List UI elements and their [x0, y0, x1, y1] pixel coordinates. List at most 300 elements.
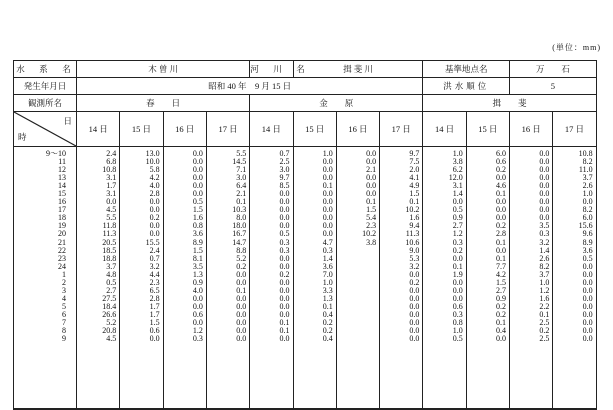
system-label: 水 系 名	[14, 61, 77, 78]
rain-value: 10.3	[232, 205, 247, 215]
rain-value: 1.3	[322, 293, 333, 303]
rain-value: 0.0	[192, 165, 203, 175]
rain-value: 0.0	[366, 173, 377, 183]
day-header: 16 日	[510, 112, 553, 147]
hour-label: 8	[62, 326, 66, 336]
rain-value: 13.0	[145, 149, 160, 158]
rain-value: 4.7	[322, 237, 333, 247]
rain-value: 2.5	[539, 334, 550, 344]
rain-value: 0.0	[539, 205, 550, 215]
base-point-label: 基準地点名	[423, 61, 510, 78]
rain-value: 0.0	[409, 269, 420, 279]
rain-value: 0.0	[279, 293, 290, 303]
rain-value: 0.0	[279, 213, 290, 223]
data-body-row	[14, 147, 597, 409]
rain-column	[466, 147, 509, 409]
rain-value: 3.1	[106, 173, 117, 183]
rain-value: 18.5	[102, 245, 117, 255]
rain-value: 0.0	[452, 293, 463, 303]
rain-value: 18.0	[232, 221, 247, 231]
rain-value: 4.6	[496, 181, 507, 191]
rain-value: 0.0	[322, 157, 333, 167]
hour-label: 7	[62, 317, 66, 327]
rain-value: 20.5	[102, 237, 117, 247]
rain-value: 5.3	[409, 253, 420, 263]
rain-value: 1.6	[192, 213, 203, 223]
header-row-3	[14, 95, 597, 112]
rain-value: 0.0	[279, 205, 290, 215]
rain-value: 1.5	[192, 245, 203, 255]
rain-value: 0.3	[452, 309, 463, 319]
rain-value: 0.0	[236, 277, 247, 287]
rain-value: 11.0	[578, 165, 593, 175]
rain-value: 0.0	[409, 309, 420, 319]
rain-value: 0.0	[236, 317, 247, 327]
rain-value: 0.3	[279, 245, 290, 255]
rain-value: 0.2	[236, 261, 247, 271]
rain-value: 2.6	[582, 181, 593, 191]
rain-value	[337, 279, 376, 287]
rain-value: 9.7	[409, 149, 420, 158]
day-header: 15 日	[466, 112, 509, 147]
rain-value: 8.2	[582, 157, 593, 167]
rain-value: 27.5	[102, 293, 117, 303]
rain-value: 0.0	[149, 229, 160, 239]
rain-value: 3.8	[366, 237, 377, 247]
rain-value: 0.7	[279, 149, 290, 158]
rain-value: 7.0	[322, 269, 333, 279]
rain-value: 0.0	[582, 261, 593, 271]
rain-value: 2.1	[366, 165, 377, 175]
base-point-value: 万 石	[510, 61, 597, 78]
hour-label: 14	[58, 181, 66, 191]
rain-value: 2.6	[539, 253, 550, 263]
rain-value: 5.2	[236, 253, 247, 263]
rain-value: 0.0	[192, 301, 203, 311]
rain-value: 0.2	[322, 326, 333, 336]
rain-value: 0.1	[366, 197, 377, 207]
rain-value: 1.0	[539, 277, 550, 287]
rain-value: 9.6	[582, 229, 593, 239]
hour-label: 6	[62, 309, 66, 319]
hour-label: 2	[62, 277, 66, 287]
rain-value: 3.5	[539, 221, 550, 231]
station-kasuga: 春 日	[77, 95, 250, 112]
rain-value: 0.2	[539, 326, 550, 336]
rain-column	[293, 147, 336, 409]
rain-value: 2.3	[366, 221, 377, 231]
header-row-1	[14, 61, 597, 78]
rain-value: 0.0	[409, 285, 420, 295]
rain-value: 4.1	[409, 173, 420, 183]
rain-value: 0.0	[322, 205, 333, 215]
rain-value: 0.0	[539, 189, 550, 199]
rain-value: 1.2	[192, 326, 203, 336]
rain-value: 0.0	[192, 293, 203, 303]
rain-value: 4.5	[106, 334, 117, 344]
rain-value: 18.8	[102, 253, 117, 263]
rain-value: 3.2	[149, 261, 160, 271]
rain-value: 0.0	[149, 197, 160, 207]
rain-value: 0.6	[452, 301, 463, 311]
rain-value: 4.9	[409, 181, 420, 191]
rain-value: 0.9	[496, 293, 507, 303]
rain-value: 1.0	[582, 189, 593, 199]
rain-value	[337, 271, 376, 279]
hour-label: 24	[58, 261, 66, 271]
rain-value: 8.9	[192, 237, 203, 247]
rain-value: 0.0	[409, 301, 420, 311]
day-axis-label: 日	[63, 116, 72, 126]
rain-value: 0.0	[279, 221, 290, 231]
rain-value: 0.0	[106, 197, 117, 207]
day-header: 17 日	[206, 112, 249, 147]
rain-value: 0.2	[279, 269, 290, 279]
rain-value: 0.0	[279, 285, 290, 295]
rain-value: 0.0	[279, 277, 290, 287]
rain-value: 0.0	[539, 181, 550, 191]
rain-value: 0.1	[409, 197, 420, 207]
rain-value: 4.8	[106, 269, 117, 279]
rain-value: 0.0	[279, 261, 290, 271]
rain-value: 8.1	[192, 253, 203, 263]
hour-label: 9	[62, 334, 66, 344]
rain-value: 3.6	[582, 245, 593, 255]
rain-value: 2.2	[539, 301, 550, 311]
rain-value: 0.9	[452, 213, 463, 223]
rain-value: 8.9	[582, 237, 593, 247]
rain-value: 0.0	[192, 181, 203, 191]
hour-label: 9〜10	[46, 149, 66, 158]
rain-value: 0.0	[452, 197, 463, 207]
rain-value: 0.0	[496, 205, 507, 215]
rain-value: 0.0	[322, 189, 333, 199]
rain-value: 5.5	[106, 213, 117, 223]
rain-column	[77, 147, 120, 409]
hour-label: 23	[58, 253, 66, 263]
rain-value: 0.1	[279, 317, 290, 327]
rain-value: 0.0	[236, 326, 247, 336]
rain-column	[163, 147, 206, 409]
rain-value: 0.0	[452, 277, 463, 287]
rain-value: 6.0	[496, 149, 507, 158]
rain-value: 0.0	[582, 301, 593, 311]
rain-value: 1.5	[409, 189, 420, 199]
rain-value: 0.1	[279, 326, 290, 336]
rain-value: 8.2	[582, 205, 593, 215]
rain-value: 0.5	[452, 334, 463, 344]
flood-rank-label: 洪水順位	[423, 78, 510, 95]
rain-value: 0.0	[236, 269, 247, 279]
rain-value: 1.0	[452, 149, 463, 158]
rain-value: 0.0	[496, 197, 507, 207]
rain-value: 0.6	[496, 157, 507, 167]
rain-value: 0.0	[322, 221, 333, 231]
rain-value: 11.3	[102, 229, 117, 239]
rain-value: 0.0	[192, 189, 203, 199]
rain-value: 2.8	[149, 293, 160, 303]
rain-value: 14.5	[232, 157, 247, 167]
rain-value: 0.0	[539, 197, 550, 207]
rain-value: 0.2	[409, 277, 420, 287]
rain-value: 1.5	[149, 317, 160, 327]
rain-value: 0.0	[279, 301, 290, 311]
rain-value: 10.8	[102, 165, 117, 175]
rain-value: 0.0	[582, 334, 593, 344]
rain-value: 10.2	[405, 205, 420, 215]
rain-value: 20.8	[102, 326, 117, 336]
rain-value: 10.0	[145, 157, 160, 167]
rain-value: 0.5	[106, 277, 117, 287]
hour-label: 22	[58, 245, 66, 255]
rain-value: 0.3	[539, 229, 550, 239]
rain-value: 0.0	[409, 317, 420, 327]
rain-value: 3.7	[539, 269, 550, 279]
rain-column	[206, 147, 249, 409]
rain-value: 2.8	[149, 189, 160, 199]
rain-value: 2.5	[539, 317, 550, 327]
hour-label: 16	[58, 197, 66, 207]
rain-value: 0.1	[236, 285, 247, 295]
rain-value: 0.0	[192, 149, 203, 158]
rain-value: 1.5	[192, 205, 203, 215]
rain-value: 0.3	[322, 245, 333, 255]
day-header: 15 日	[293, 112, 336, 147]
rain-value: 1.7	[149, 301, 160, 311]
rain-value: 0.7	[149, 253, 160, 263]
rain-column	[553, 147, 596, 409]
rain-value: 7.1	[236, 165, 247, 175]
rain-value: 1.7	[106, 181, 117, 191]
rain-value: 0.1	[496, 237, 507, 247]
rain-value	[337, 303, 376, 311]
rain-value: 0.0	[539, 149, 550, 158]
rain-value: 5.5	[236, 149, 247, 158]
rain-value: 0.9	[192, 277, 203, 287]
rain-value: 3.0	[279, 165, 290, 175]
rain-value: 0.0	[322, 197, 333, 207]
rain-column	[423, 147, 466, 409]
hour-column	[14, 147, 77, 409]
rain-value: 3.1	[452, 181, 463, 191]
rain-value: 4.2	[149, 173, 160, 183]
day-header: 14 日	[423, 112, 466, 147]
rain-value: 1.6	[539, 293, 550, 303]
rain-value: 0.0	[496, 334, 507, 344]
rain-value: 1.9	[452, 269, 463, 279]
rain-value: 0.0	[539, 213, 550, 223]
rain-value: 0.4	[496, 326, 507, 336]
rainfall-table	[13, 60, 597, 410]
hour-label: 11	[58, 157, 66, 167]
rain-value: 0.0	[322, 173, 333, 183]
rain-value: 4.5	[106, 205, 117, 215]
rain-value: 1.5	[496, 277, 507, 287]
rain-value	[337, 311, 376, 319]
rain-value	[337, 295, 376, 303]
rain-value	[337, 263, 376, 271]
rain-value	[337, 287, 376, 295]
rain-value: 0.3	[192, 334, 203, 344]
rain-value: 2.4	[149, 245, 160, 255]
rain-value: 1.5	[366, 205, 377, 215]
rain-value: 15.6	[578, 221, 593, 231]
rain-value: 10.2	[362, 229, 377, 239]
rain-value: 0.1	[539, 309, 550, 319]
rain-value: 0.1	[496, 317, 507, 327]
rain-value: 0.0	[279, 309, 290, 319]
rain-value: 0.5	[279, 229, 290, 239]
rain-value: 0.0	[279, 189, 290, 199]
rain-value: 0.2	[149, 213, 160, 223]
rain-value: 6.0	[582, 213, 593, 223]
rain-value: 2.1	[236, 189, 247, 199]
rain-value: 1.2	[452, 229, 463, 239]
rain-value: 3.0	[236, 173, 247, 183]
rain-value: 0.2	[452, 245, 463, 255]
rain-value: 3.2	[539, 237, 550, 247]
rain-value: 0.0	[582, 197, 593, 207]
system-value: 木 曽 川	[77, 61, 250, 78]
rain-value: 0.1	[322, 301, 333, 311]
rain-value	[337, 255, 376, 263]
rain-value: 0.2	[496, 301, 507, 311]
rain-value: 0.6	[192, 309, 203, 319]
hour-label: 17	[58, 205, 66, 215]
rain-value: 11.3	[405, 229, 420, 239]
rain-value: 0.0	[279, 334, 290, 344]
rain-value: 5.4	[366, 213, 377, 223]
rain-value: 8.0	[236, 213, 247, 223]
rain-value: 0.0	[322, 213, 333, 223]
day-header: 16 日	[163, 112, 206, 147]
rain-column	[510, 147, 553, 409]
rain-value: 6.8	[106, 157, 117, 167]
rain-value: 1.0	[322, 149, 333, 158]
rain-value: 18.4	[102, 301, 117, 311]
rain-value: 16.7	[232, 229, 247, 239]
rain-value: 10.8	[578, 149, 593, 158]
day-header: 16 日	[336, 112, 379, 147]
rain-value: 0.8	[192, 221, 203, 231]
rain-value	[337, 327, 376, 335]
unit-label: (単位：mm)	[552, 43, 601, 52]
rain-value: 0.0	[192, 157, 203, 167]
rain-value: 2.8	[496, 229, 507, 239]
rain-value: 1.0	[452, 326, 463, 336]
rain-value: 0.2	[496, 221, 507, 231]
rain-value: 0.4	[322, 334, 333, 344]
rain-value: 0.0	[192, 173, 203, 183]
rain-value: 12.0	[448, 173, 463, 183]
hour-label: 12	[58, 165, 66, 175]
rain-value: 8.5	[279, 181, 290, 191]
day-hour-corner	[14, 112, 77, 147]
hour-label: 15	[58, 189, 66, 199]
rain-value: 9.4	[409, 221, 420, 231]
rain-value: 1.4	[539, 245, 550, 255]
hour-label: 3	[62, 285, 66, 295]
rain-value: 0.0	[452, 285, 463, 295]
date-value: 昭和 40 年 9 月 15 日	[77, 78, 423, 95]
rain-value: 0.2	[322, 317, 333, 327]
rain-value	[337, 335, 376, 343]
rain-value: 0.1	[496, 253, 507, 263]
rain-value: 0.4	[322, 309, 333, 319]
rain-value: 0.0	[409, 334, 420, 344]
rain-value: 0.5	[452, 205, 463, 215]
rain-value: 2.5	[279, 157, 290, 167]
rain-value: 10.6	[405, 237, 420, 247]
rain-value: 15.5	[145, 237, 160, 247]
rain-value: 9.0	[409, 245, 420, 255]
rain-value: 3.3	[322, 285, 333, 295]
rain-value: 0.0	[236, 334, 247, 344]
rain-column	[250, 147, 293, 409]
rain-value: 3.7	[582, 173, 593, 183]
rain-value: 0.0	[582, 293, 593, 303]
hour-label: 13	[58, 173, 66, 183]
station-ibi: 揖 斐	[423, 95, 596, 112]
rain-column	[380, 147, 423, 409]
rain-value: 4.2	[496, 269, 507, 279]
rain-value: 0.1	[496, 189, 507, 199]
rain-value: 0.0	[279, 253, 290, 263]
rain-value: 1.4	[452, 189, 463, 199]
rain-value: 4.0	[192, 285, 203, 295]
river-label: 河 川 名	[250, 61, 293, 78]
rain-value: 8.8	[236, 245, 247, 255]
station-kanahara: 金 原	[250, 95, 423, 112]
rain-value: 0.0	[582, 277, 593, 287]
rain-value: 0.0	[366, 157, 377, 167]
rain-value: 2.3	[149, 277, 160, 287]
rain-value: 3.1	[106, 189, 117, 199]
rain-value: 2.0	[409, 165, 420, 175]
rain-value: 7.5	[409, 157, 420, 167]
rain-value: 0.5	[192, 197, 203, 207]
rain-value: 3.5	[192, 261, 203, 271]
rain-value: 0.0	[539, 165, 550, 175]
rain-value: 6.4	[236, 181, 247, 191]
rain-value: 0.0	[496, 245, 507, 255]
rain-value	[337, 247, 376, 255]
day-header-row	[14, 112, 597, 147]
rain-value: 3.7	[106, 261, 117, 271]
rain-value: 0.0	[582, 317, 593, 327]
rain-value: 1.6	[409, 213, 420, 223]
rain-value: 7.7	[496, 261, 507, 271]
rain-value: 0.0	[322, 229, 333, 239]
hour-label: 1	[62, 269, 66, 279]
rain-value: 0.1	[452, 261, 463, 271]
rain-value: 8.2	[539, 261, 550, 271]
day-header: 15 日	[120, 112, 163, 147]
rain-value: 3.8	[452, 157, 463, 167]
rain-value: 4.4	[149, 269, 160, 279]
rain-value: 0.0	[149, 205, 160, 215]
day-header: 14 日	[250, 112, 293, 147]
rain-value: 14.7	[232, 237, 247, 247]
rain-value: 0.1	[236, 197, 247, 207]
hour-label: 20	[58, 229, 66, 239]
rain-value: 0.0	[322, 165, 333, 175]
rain-value: 0.2	[496, 309, 507, 319]
rain-value: 0.0	[409, 326, 420, 336]
rain-value: 0.0	[409, 293, 420, 303]
hour-label: 19	[58, 221, 66, 231]
rain-value: 0.5	[582, 253, 593, 263]
